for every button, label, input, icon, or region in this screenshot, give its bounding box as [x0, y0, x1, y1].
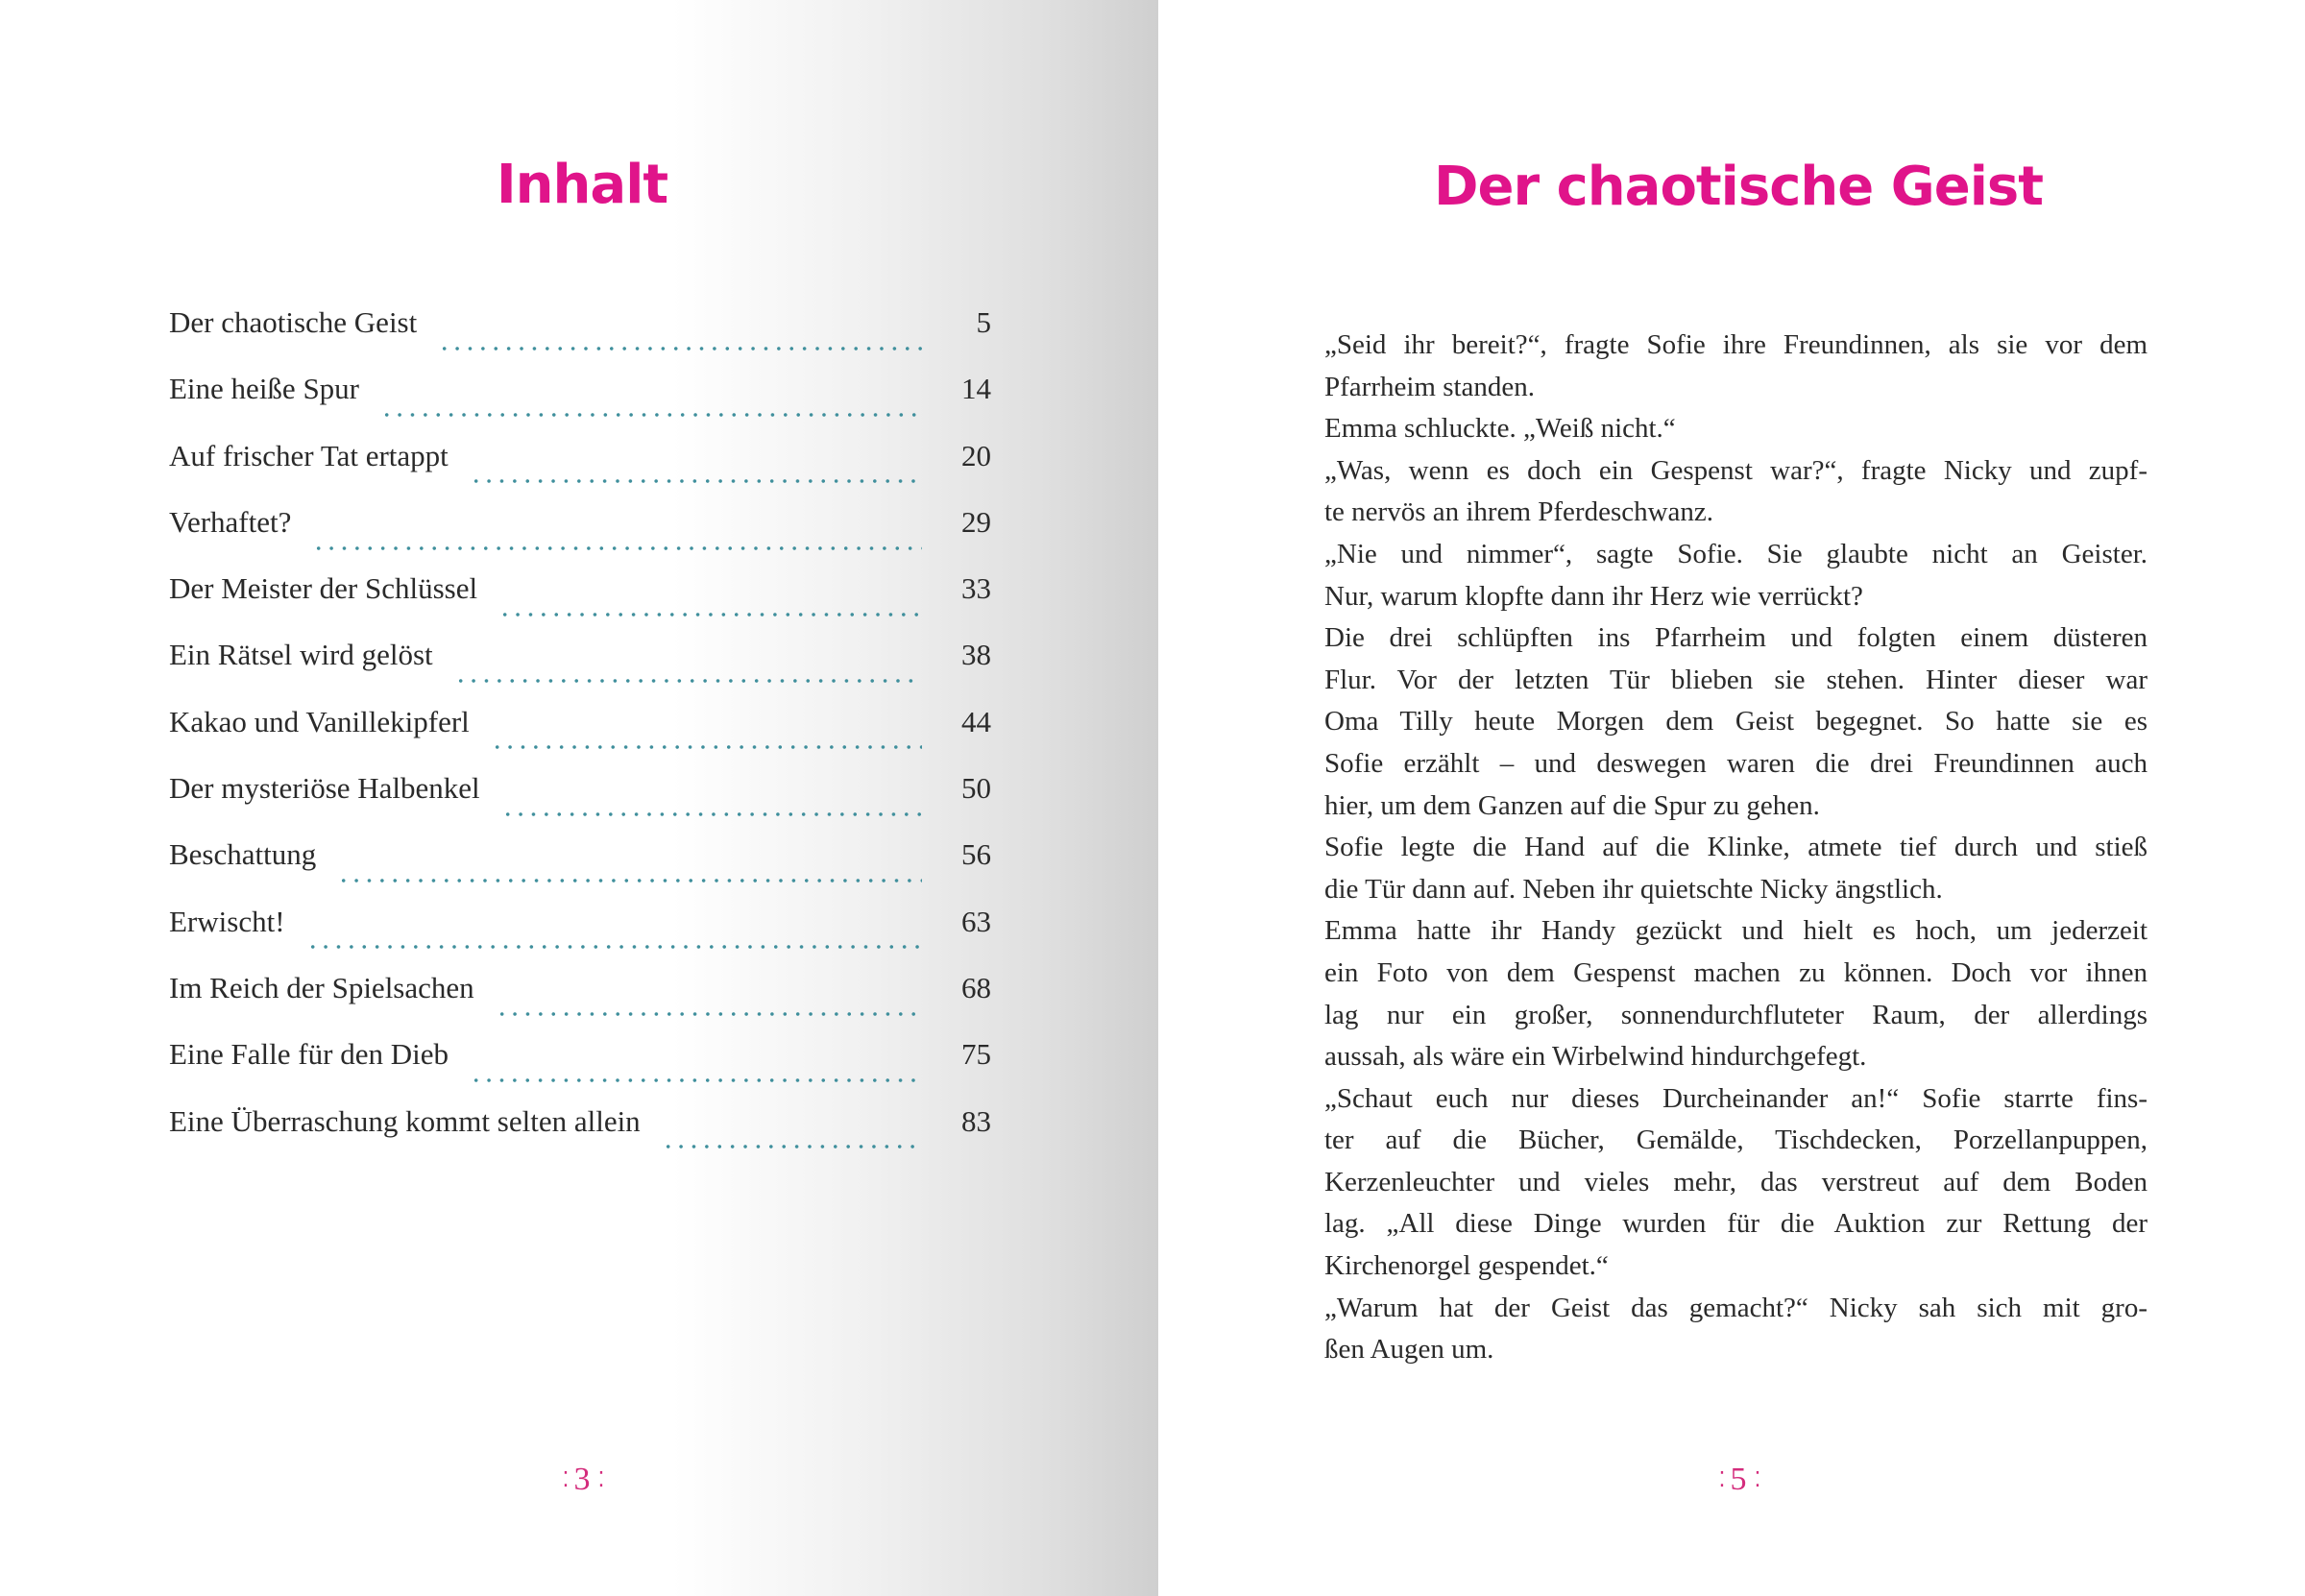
dot-leader: [438, 347, 922, 351]
toc-entry[interactable]: [169, 971, 991, 1037]
toc-entry-page: 38: [961, 638, 991, 672]
decoration-icon: ⁚: [597, 1467, 602, 1491]
toc-entry-title: Verhaftet?: [169, 504, 292, 539]
toc-entry-title: Der Meister der Schlüssel: [169, 571, 478, 606]
toc-entry-page: 63: [961, 904, 991, 938]
toc-entry[interactable]: [169, 1037, 991, 1103]
toc-entry-title: Erwischt!: [169, 904, 285, 938]
dot-leader: [496, 1012, 922, 1016]
dot-leader: [306, 945, 922, 949]
text-line: lag nur ein großer, sonnendurchfluteter Raum, der allerdings: [1324, 999, 2147, 1030]
text-line: Pfarrheim standen.: [1324, 371, 1536, 402]
decoration-icon: ⁚: [1718, 1467, 1723, 1491]
text-line: lag. „All diese Dinge wurden für die Auktion zur Rettung der: [1324, 1208, 2147, 1240]
dot-leader: [337, 879, 922, 883]
text-line: hier, um dem Ganzen auf die Spur zu gehen.: [1324, 789, 1820, 821]
text-line: aussah, als wäre ein Wirbelwind hindurchgefegt.: [1324, 1041, 1867, 1073]
toc-heading: Inhalt: [496, 154, 668, 216]
toc-entry[interactable]: [169, 505, 991, 571]
toc-entry-title: Ein Rätsel wird gelöst: [169, 638, 433, 672]
page-number-right: [1719, 1462, 1759, 1498]
toc-entry[interactable]: [169, 905, 991, 971]
toc-entry[interactable]: [169, 571, 991, 638]
toc-entry-page: 29: [961, 504, 991, 539]
text-line: Kerzenleuchter und vieles mehr, das verstreut auf dem Boden: [1324, 1166, 2147, 1197]
dot-leader: [498, 613, 922, 617]
toc-entry-page: 68: [961, 970, 991, 1004]
text-line: Nur, warum klopfte dann ihr Herz wie verrückt?: [1324, 580, 1863, 612]
toc-entry-page: 20: [961, 438, 991, 472]
dot-leader: [312, 546, 922, 550]
toc-entry[interactable]: [169, 439, 991, 505]
text-line: „Was, wenn es doch ein Gespenst war?“, fragte Nicky und zupf-: [1324, 454, 2147, 486]
toc-entry-page: 14: [961, 372, 991, 406]
dot-leader: [454, 679, 922, 683]
toc-entry-page: 33: [961, 571, 991, 606]
text-line: Kirchenorgel gespendet.“: [1324, 1250, 1609, 1282]
dot-leader: [470, 479, 922, 483]
toc-entry-page: 44: [961, 704, 991, 738]
toc-entry[interactable]: [169, 1104, 991, 1171]
text-line: te nervös an ihrem Pferdeschwanz.: [1324, 496, 1714, 528]
dot-leader: [470, 1078, 922, 1082]
toc-entry-title: Eine Überraschung kommt selten allein: [169, 1103, 641, 1138]
dot-leader: [380, 413, 922, 417]
toc-entry-title: Auf frischer Tat ertappt: [169, 438, 449, 472]
table-of-contents: [169, 305, 991, 1171]
toc-entry[interactable]: [169, 305, 991, 372]
text-line: „Nie und nimmer“, sagte Sofie. Sie glaubte nicht an Geister.: [1324, 538, 2147, 569]
text-line: „Schaut euch nur dieses Durcheinander an!“ Sofie starrte fins-: [1324, 1082, 2147, 1114]
page-number: 3: [573, 1462, 591, 1497]
text-line: „Warum hat der Geist das gemacht?“ Nicky sah sich mit gro-: [1324, 1292, 2147, 1323]
text-line: Sofie legte die Hand auf die Klinke, atmete tief durch und stieß: [1324, 832, 2147, 863]
dot-leader: [662, 1145, 922, 1149]
text-line: die Tür dann auf. Neben ihr quietschte Nicky ängstlich.: [1324, 873, 1943, 905]
right-page: [1158, 0, 2305, 1596]
text-line: Oma Tilly heute Morgen dem Geist begegnet. So hatte sie es: [1324, 706, 2147, 738]
toc-entry-page: 5: [976, 305, 991, 339]
text-line: Flur. Vor der letzten Tür blieben sie stehen. Hinter dieser war: [1324, 664, 2147, 695]
toc-entry[interactable]: [169, 705, 991, 771]
toc-entry[interactable]: [169, 837, 991, 904]
toc-entry-title: Kakao und Vanillekipferl: [169, 704, 470, 738]
toc-entry-title: Eine Falle für den Dieb: [169, 1037, 449, 1072]
toc-entry-title: Im Reich der Spielsachen: [169, 970, 474, 1004]
dot-leader: [491, 745, 922, 749]
toc-entry[interactable]: [169, 372, 991, 438]
toc-entry[interactable]: [169, 638, 991, 704]
chapter-text: [1324, 325, 2147, 1371]
chapter-title: Der chaotische Geist: [1434, 156, 2043, 218]
text-line: ßen Augen um.: [1324, 1334, 1494, 1366]
toc-entry-title: Der chaotische Geist: [169, 305, 418, 339]
toc-entry-page: 50: [961, 771, 991, 806]
text-line: Emma schluckte. „Weiß nicht.“: [1324, 413, 1676, 445]
toc-entry-page: 75: [961, 1037, 991, 1072]
page-number-left: [563, 1462, 602, 1498]
dot-leader: [501, 812, 922, 816]
decoration-icon: ⁚: [1754, 1467, 1759, 1491]
text-line: ter auf die Bücher, Gemälde, Tischdecken, Porzellanpuppen,: [1324, 1124, 2147, 1156]
toc-entry-page: 56: [961, 837, 991, 872]
text-line: Sofie erzählt – und deswegen waren die drei Freundinnen auch: [1324, 747, 2147, 779]
toc-entry-title: Eine heiße Spur: [169, 372, 360, 406]
text-line: „Seid ihr bereit?“, fragte Sofie ihre Freundinnen, als sie vor dem: [1324, 329, 2147, 360]
text-line: Emma hatte ihr Handy gezückt und hielt es hoch, um jederzeit: [1324, 915, 2147, 947]
decoration-icon: ⁚: [562, 1467, 567, 1491]
page-number: 5: [1730, 1462, 1747, 1497]
toc-entry-title: Der mysteriöse Halbenkel: [169, 771, 480, 806]
toc-entry[interactable]: [169, 771, 991, 837]
text-line: ein Foto von dem Gespenst machen zu können. Doch vor ihnen: [1324, 956, 2147, 988]
toc-entry-page: 83: [961, 1103, 991, 1138]
toc-entry-title: Beschattung: [169, 837, 317, 872]
text-line: Die drei schlüpften ins Pfarrheim und folgten einem düsteren: [1324, 622, 2147, 654]
